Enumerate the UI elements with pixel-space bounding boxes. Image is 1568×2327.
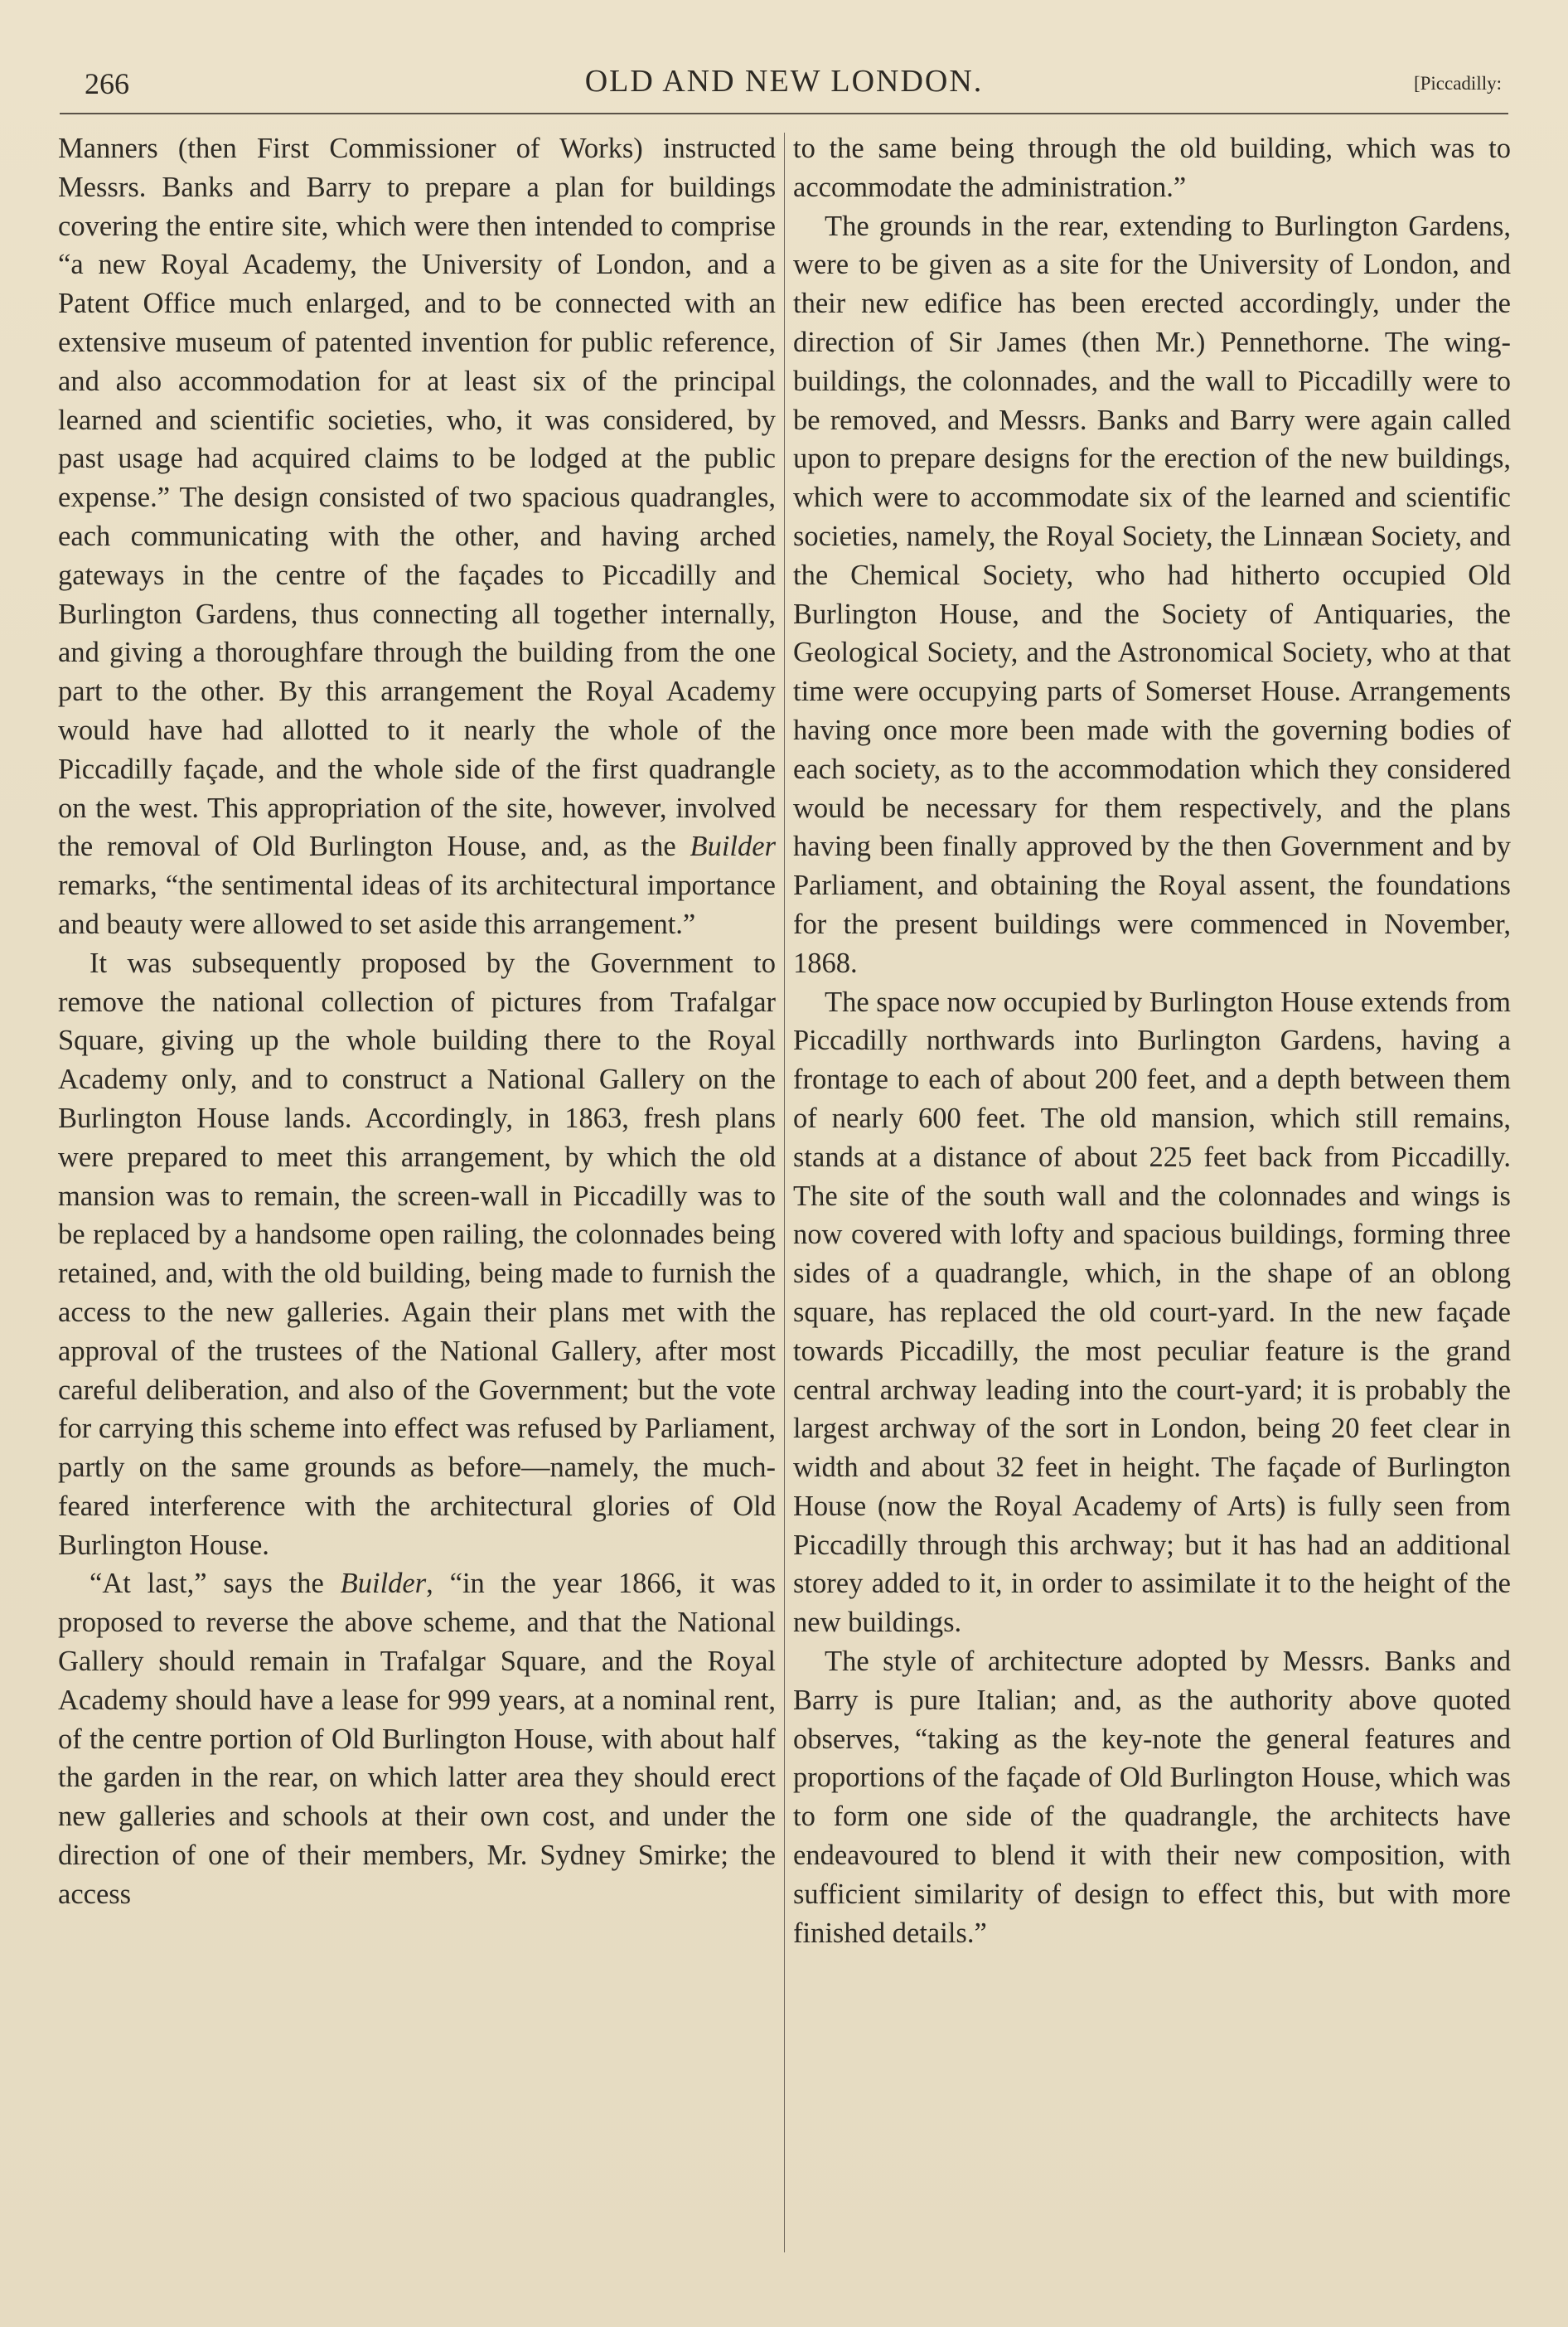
column-divider bbox=[784, 133, 785, 2252]
paragraph: The space now occupied by Burlington House extends from Piccadilly northwards into Burlington Gardens, having a frontage to each of about 200 feet, and a depth between them of nearly 600 feet. The old mansion, which still remains, stands at a distance of about 225 feet back from Piccadilly. The site of the south wall and the colonnades and wings is now covered with lofty and spacious buildings, forming three sides of a quadrangle, which, in the shape of an oblong square, has replaced the old court-yard. In the new façade towards Piccadilly, the most peculiar feature is the grand central archway leading into the court-yard; it is probably the largest archway of the sort in London, being 20 feet clear in width and about 32 feet in height. The façade of Burlington House (now the Royal Academy of Arts) is fully seen from Piccadilly through this archway; but it has had an additional storey added to it, in order to assimilate it to the height of the new buildings. bbox=[793, 986, 1511, 1639]
paragraph: The style of architecture adopted by Messrs. Banks and Barry is pure Italian; and, as the authority above quoted observes, “taking as the key-note the general features and proportions of the façade of Old Burlington House, which was to form one side of the quadrangle, the architects have endeavoured to blend it with their new composition, with sufficient similarity of design to effect this, but with more finished details.” bbox=[793, 1646, 1511, 1949]
italic-builder: Builder bbox=[340, 1568, 427, 1600]
right-column bbox=[793, 129, 1511, 2259]
paragraph: to the same being through the old building, which was to accommodate the administration.” bbox=[793, 133, 1511, 203]
paragraph: Manners (then First Commissioner of Works) instructed Messrs. Banks and Barry to prepare a plan for buildings covering the entire site, which were then intended to comprise “a new Royal Academy, the University of London, and a Patent Office much enlarged, and to be connected with an extensive museum of patented invention for public reference, and also accommodation for at least six of the principal learned and scientific societies, who, it was considered, by past usage had acquired claims to be lodged at the public expense.” The design consisted of two spacious quadrangles, each communicating with the other, and having arched gateways in the centre of the façades to Piccadilly and Burlington Gardens, thus connecting all together internally, and giving a thoroughfare through the building from the one part to the other. By this arrangement the Royal Academy would have had allotted to it nearly the whole of the Piccadilly façade, and the whole side of the first quadrangle on the west. This appropriation of the site, however, involved the removal of Old Burlington House, and, as the Builder remarks, “the sentimental ideas of its architectural importance and beauty were allowed to set aside this arrangement.” bbox=[58, 133, 776, 940]
running-header bbox=[60, 58, 1508, 116]
left-column bbox=[58, 129, 776, 2259]
section-label: [Piccadilly: bbox=[1413, 73, 1502, 94]
paragraph: The grounds in the rear, extending to Burlington Gardens, were to be given as a site for the University of London, and their new edifice has been erected accordingly, under the direction of Sir James (then Mr.) Pennethorne. The wing-buildings, the colonnades, and the wall to Piccadilly were to be removed, and Messrs. Banks and Barry were again called upon to prepare designs for the erection of the new buildings, which were to accommodate six of the learned and scientific societies, namely, the Royal Society, the Linnæan Society, and the Chemical Society, who had hitherto occupied Old Burlington House, and the Society of Antiquaries, the Geological Society, and the Astronomical Society, who at that time were occupying parts of Somerset House. Arrangements having once more been made with the governing bodies of each society, as to the accommodation which they considered would be necessary for them respectively, and the plans having been finally approved by the then Government and by Parliament, and obtaining the Royal assent, the foundations for the present buildings were commenced in November, 1868. bbox=[793, 210, 1511, 979]
paragraph: “At last,” says the Builder, “in the year 1866, it was proposed to reverse the above scheme, and that the National Gallery should remain in Trafalgar Square, and the Royal Academy should have a lease for 999 years, at a nominal rent, of the centre portion of Old Burlington House, with about half the garden in the rear, on which latter area they should erect new galleries and schools at their own cost, and under the direction of one of their members, Mr. Sydney Smirke; the access bbox=[58, 1568, 776, 1910]
header-rule bbox=[60, 113, 1508, 114]
italic-builder: Builder bbox=[690, 831, 776, 863]
running-title: OLD AND NEW LONDON. bbox=[584, 64, 984, 99]
paragraph: It was subsequently proposed by the Government to remove the national collection of pictures from Trafalgar Square, giving up the whole building there to the Royal Academy only, and to construct a National Gallery on the Burlington House lands. Accordingly, in 1863, fresh plans were prepared to meet this arrangement, by which the old mansion was to remain, the screen-wall in Piccadilly was to be replaced by a handsome open railing, the colonnades being retained, and, with the old building, being made to furnish the access to the new galleries. Again their plans met with the approval of the trustees of the National Gallery, after most careful deliberation, and also of the Government; but the vote for carrying this scheme into effect was refused by Parliament, partly on the same grounds as before—namely, the much-feared interference with the architectural glories of Old Burlington House. bbox=[58, 947, 776, 1561]
page-number: 266 bbox=[85, 67, 129, 100]
